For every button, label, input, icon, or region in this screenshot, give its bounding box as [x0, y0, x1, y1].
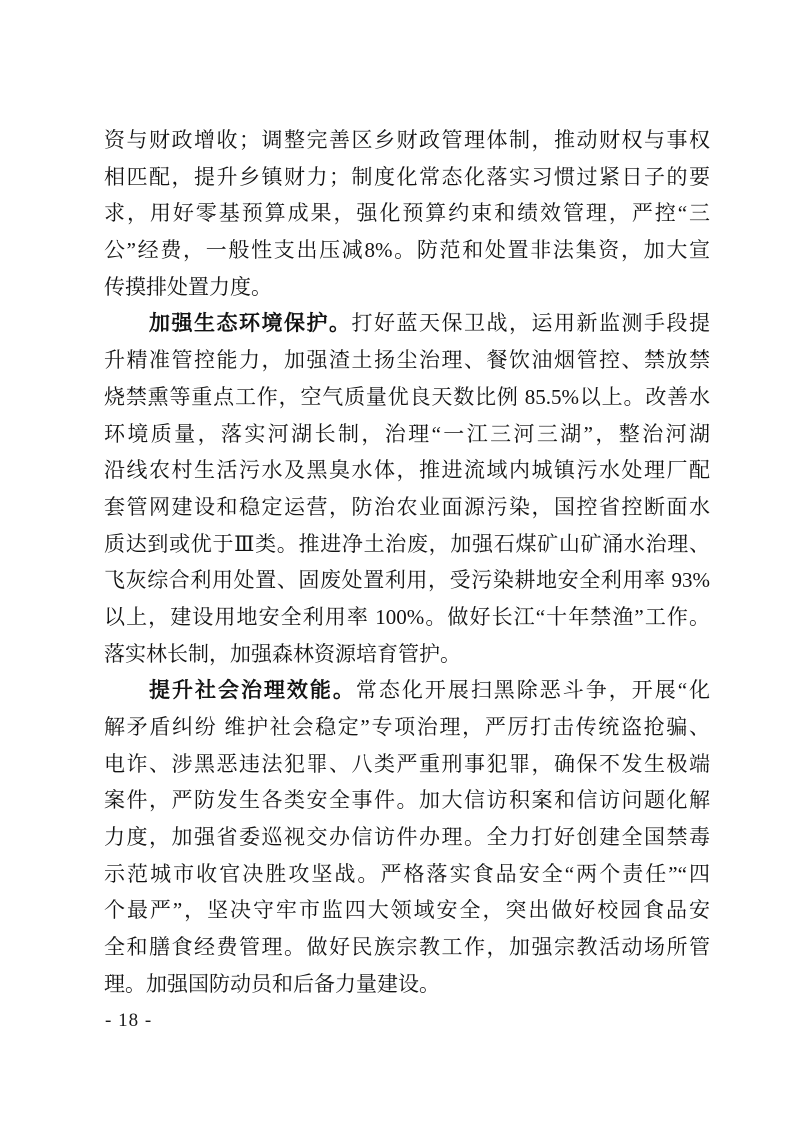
text-line: 求，用好零基预算成果，强化预算约束和绩效管理，严控“三 [104, 201, 710, 226]
text-line: 烧禁熏等重点工作，空气质量优良天数比例 85.5%以上。改善水 [104, 384, 710, 409]
text-line: 沿线农村生活污水及黑臭水体，推进流域内城镇污水处理厂配 [104, 458, 710, 483]
paragraph-ecology [104, 305, 710, 672]
text-line: 套管网建设和稳定运营，防治农业面源污染，国控省控断面水 [104, 494, 710, 519]
text-line: 资与财政增收；调整完善区乡财政管理体制，推动财权与事权 [104, 128, 710, 152]
text-line: 电诈、涉黑恶违法犯罪、八类严重刑事犯罪，确保不发生极端 [104, 751, 710, 776]
text-line: 环境质量，落实河湖长制，治理“一江三河三湖”，整治河湖 [104, 421, 710, 446]
document-body [104, 122, 710, 1003]
text-line: 飞灰综合利用处置、固废处置利用，受污染耕地安全利用率 93% [104, 568, 710, 593]
text-line: 全和膳食经费管理。做好民族宗教工作，加强宗教活动场所管 [104, 935, 710, 960]
text-line: 相匹配，提升乡镇财力；制度化常态化落实习惯过紧日子的要 [104, 164, 710, 189]
text-line: 理。加强国防动员和后备力量建设。 [104, 971, 440, 996]
text-line: 公”经费，一般性支出压减8%。防范和处置非法集资，加大宣 [104, 238, 710, 263]
text-run: 打好蓝天保卫战，运用新监测手段提 [351, 311, 710, 336]
text-line: 落实林长制，加强森林资源培育管护。 [104, 641, 461, 666]
text-line [104, 305, 710, 342]
text-line: 个最严”，坚决守牢市监四大领域安全，突出做好校园食品安 [104, 898, 710, 923]
paragraph-lead-in: 加强生态环境保护。 [149, 311, 352, 336]
paragraph-fiscal-continuation [104, 122, 710, 305]
text-line: 解矛盾纠纷 维护社会稳定”专项治理，严厉打击传统盗抢骗、 [104, 715, 710, 739]
paragraph-lead-in: 提升社会治理效能。 [149, 678, 356, 703]
paragraph-social-governance [104, 672, 710, 1002]
text-line: 质达到或优于Ⅲ类。推进净土治废，加强石煤矿山矿涌水治理、 [104, 531, 710, 556]
text-line: 案件，严防发生各类安全事件。加大信访积案和信访问题化解 [104, 788, 710, 813]
text-line: 以上，建设用地安全利用率 100%。做好长江“十年禁渔”工作。 [104, 604, 710, 629]
text-run: 常态化开展扫黑除恶斗争，开展“化 [355, 678, 711, 703]
text-line: 升精准管控能力，加强渣土扬尘治理、餐饮油烟管控、禁放禁 [104, 348, 710, 373]
text-line: 示范城市收官决胜攻坚战。严格落实食品安全“两个责任”“四 [104, 861, 710, 886]
text-line: 力度，加强省委巡视交办信访件办理。全力打好创建全国禁毒 [104, 825, 710, 850]
text-line [104, 672, 710, 709]
text-line: 传摸排处置力度。 [104, 274, 272, 299]
page-number: - 18 - [105, 1010, 153, 1031]
